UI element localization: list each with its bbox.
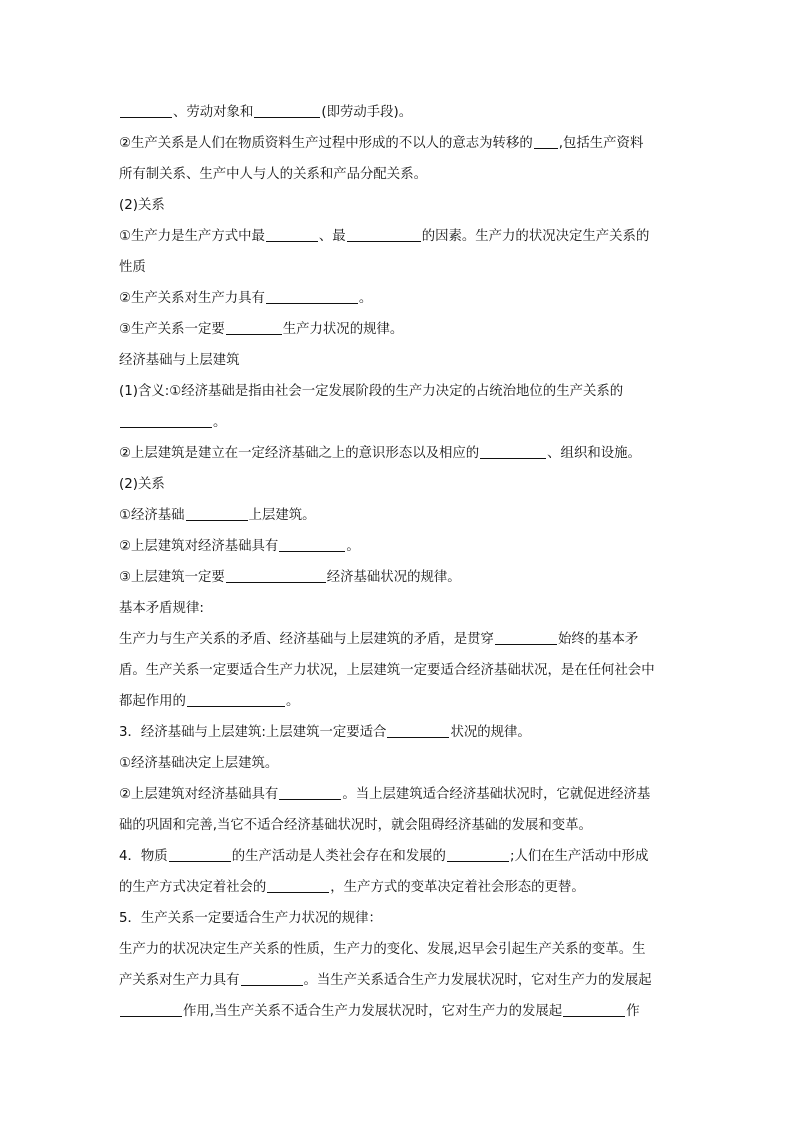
text-segment: (2)关系 — [119, 198, 165, 213]
text-line — [119, 345, 679, 376]
fill-in-blank[interactable] — [120, 103, 172, 118]
text-line — [119, 903, 679, 934]
fill-in-blank[interactable] — [266, 227, 318, 242]
fill-in-blank[interactable] — [266, 289, 358, 304]
text-segment: ②上层建筑对经济基础具有 — [119, 539, 279, 554]
text-line — [119, 562, 679, 593]
fill-in-blank[interactable] — [120, 413, 212, 428]
text-segment: 。当生产关系适合生产力发展状况时，它对生产力的发展起 — [303, 973, 652, 988]
text-segment: ，生产方式的变革决定着社会形态的更替。 — [330, 880, 585, 895]
text-line — [119, 221, 679, 252]
text-segment: 经济基础状况的规律。 — [326, 570, 461, 585]
text-segment: 作用,当生产关系不适合生产力发展状况时，它对生产力的发展起 — [183, 1004, 563, 1019]
text-segment: ;人们在生产活动中形成 — [509, 849, 649, 864]
text-segment: (1)含义:①经济基础是指由社会一定发展阶段的生产力决定的占统治地位的生产关系的 — [119, 384, 624, 399]
text-segment: 生产力状况的规律。 — [282, 322, 404, 337]
fill-in-blank[interactable] — [241, 971, 303, 986]
fill-in-blank[interactable] — [226, 568, 326, 583]
text-line — [119, 128, 679, 159]
text-line — [119, 934, 679, 965]
text-segment: 。 — [213, 415, 227, 430]
text-line — [119, 593, 679, 624]
fill-in-blank[interactable] — [254, 103, 320, 118]
text-segment: 、劳动对象和 — [173, 105, 254, 120]
fill-in-blank[interactable] — [347, 227, 421, 242]
text-segment: 经济基础与上层建筑 — [119, 353, 240, 368]
text-line — [119, 469, 679, 500]
text-segment: ③生产关系一定要 — [119, 322, 225, 337]
text-line — [119, 97, 679, 128]
text-line — [119, 376, 679, 407]
text-line — [119, 252, 679, 283]
text-line — [119, 686, 679, 717]
text-segment: 盾。生产关系一定要适合生产力状况，上层建筑一定要适合经济基础状况，是在任何社会中 — [119, 663, 655, 678]
text-line — [119, 748, 679, 779]
text-segment: (即劳动手段)。 — [321, 105, 413, 120]
fill-in-blank[interactable] — [495, 630, 557, 645]
text-line — [119, 624, 679, 655]
text-line — [119, 779, 679, 810]
text-segment: 。 — [285, 694, 300, 709]
text-segment: ②生产关系对生产力具有 — [119, 291, 265, 306]
text-line — [119, 190, 679, 221]
text-segment: 的生产方式决定着社会的 — [119, 880, 267, 895]
fill-in-blank[interactable] — [186, 506, 248, 521]
text-segment: 。当上层建筑适合经济基础状况时，它就促进经济基 — [342, 787, 651, 802]
text-segment: 、最 — [318, 229, 346, 244]
text-segment: ,包括生产资料 — [558, 136, 644, 151]
text-segment: 、组织和设施。 — [547, 446, 641, 461]
text-segment: 。 — [346, 539, 360, 554]
text-segment: 性质 — [119, 260, 146, 275]
text-segment: ②上层建筑是建立在一定经济基础之上的意识形态以及相应的 — [119, 446, 480, 461]
text-segment: 状况的规律。 — [450, 725, 531, 740]
fill-in-blank[interactable] — [480, 444, 546, 459]
text-segment: 始终的基本矛 — [557, 632, 639, 647]
text-segment: 上层建筑。 — [248, 508, 316, 523]
text-line — [119, 407, 679, 438]
text-line — [119, 438, 679, 469]
text-line — [119, 841, 679, 872]
text-segment: 的因素。生产力的状况决定生产关系的 — [421, 229, 650, 244]
text-line — [119, 159, 679, 190]
fill-in-blank[interactable] — [267, 878, 329, 893]
text-line — [119, 500, 679, 531]
document-page — [119, 97, 679, 1027]
text-segment: ③上层建筑一定要 — [119, 570, 225, 585]
text-segment: 生产力的状况决定生产关系的性质，生产力的变化、发展,迟早会引起生产关系的变革。生 — [119, 942, 646, 957]
text-segment: 础的巩固和完善,当它不适合经济基础状况时，就会阻碍经济基础的发展和变革。 — [119, 818, 592, 833]
text-segment: 4．物质 — [119, 849, 168, 864]
fill-in-blank[interactable] — [279, 537, 345, 552]
text-segment: ②上层建筑对经济基础具有 — [119, 787, 279, 802]
text-segment: 产关系对生产力具有 — [119, 973, 240, 988]
fill-in-blank[interactable] — [187, 692, 285, 707]
fill-in-blank[interactable] — [226, 320, 282, 335]
text-segment: 都起作用的 — [119, 694, 186, 709]
text-segment: 5．生产关系一定要适合生产力状况的规律： — [119, 911, 382, 926]
text-segment: 所有制关系、生产中人与人的关系和产品分配关系。 — [119, 167, 427, 182]
text-segment: 。 — [358, 291, 373, 306]
text-segment: 生产力与生产关系的矛盾、经济基础与上层建筑的矛盾，是贯穿 — [119, 632, 494, 647]
fill-in-blank[interactable] — [279, 785, 341, 800]
text-segment: ①经济基础决定上层建筑。 — [119, 756, 279, 771]
fill-in-blank[interactable] — [169, 847, 231, 862]
fill-in-blank[interactable] — [120, 1002, 182, 1017]
text-line — [119, 655, 679, 686]
text-segment: 作 — [626, 1004, 640, 1019]
text-line — [119, 965, 679, 996]
fill-in-blank[interactable] — [534, 134, 558, 149]
fill-in-blank[interactable] — [563, 1002, 625, 1017]
text-line — [119, 717, 679, 748]
text-segment: 3．经济基础与上层建筑:上层建筑一定要适合 — [119, 725, 387, 740]
text-line — [119, 531, 679, 562]
text-segment: ②生产关系是人们在物质资料生产过程中形成的不以人的意志为转移的 — [119, 136, 533, 151]
fill-in-blank[interactable] — [387, 723, 449, 738]
text-line — [119, 810, 679, 841]
text-segment: 的生产活动是人类社会存在和发展的 — [231, 849, 446, 864]
text-segment: 基本矛盾规律: — [119, 601, 204, 616]
text-line — [119, 283, 679, 314]
text-line — [119, 314, 679, 345]
text-segment: (2)关系 — [119, 477, 165, 492]
text-line — [119, 872, 679, 903]
text-line — [119, 996, 679, 1027]
text-segment: ①生产力是生产方式中最 — [119, 229, 265, 244]
text-segment: ①经济基础 — [119, 508, 185, 523]
fill-in-blank[interactable] — [447, 847, 509, 862]
